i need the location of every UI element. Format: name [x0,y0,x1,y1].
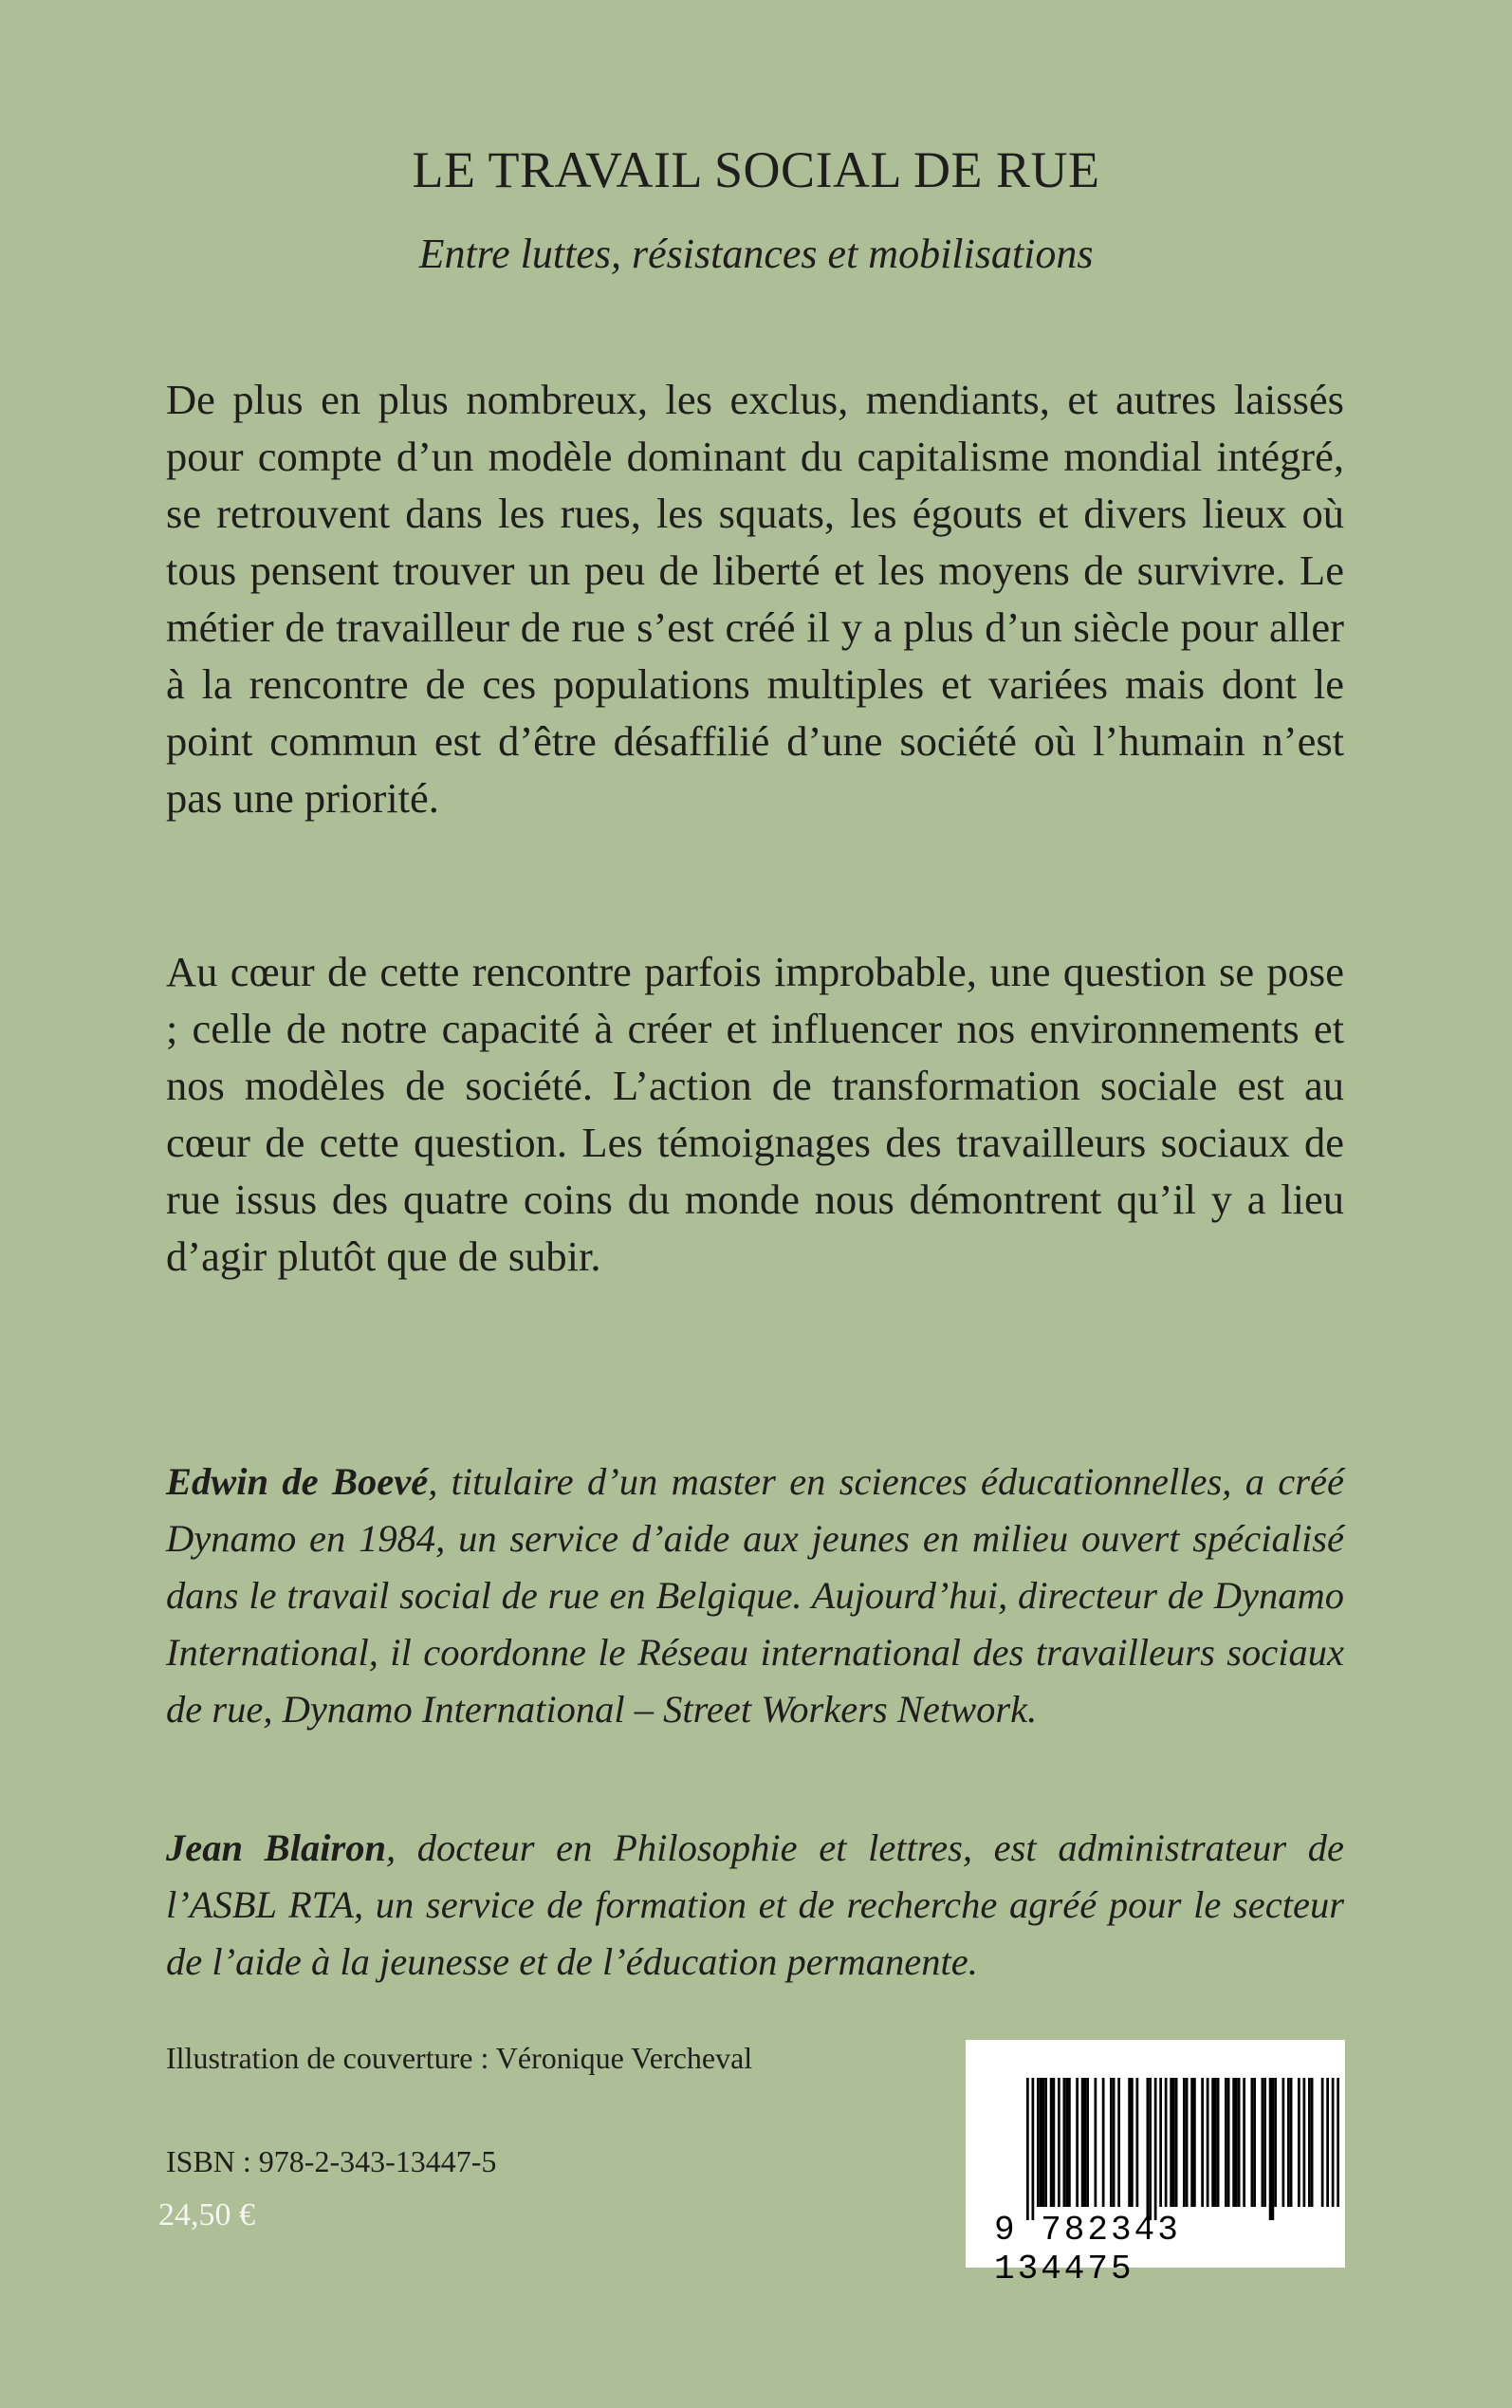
author-bio-text-2: , docteur en Philosophie et lettres, est administrateur de l’ASBL RTA, un service de formation et de recherche agréé pour le secteur de l’aide à la jeunesse et de l’éducation permanente. [166,1826,1344,1983]
barcode-bar [1308,2078,1311,2207]
barcode-bar [1269,2078,1272,2220]
author-name-2: Jean Blairon [166,1826,386,1869]
barcode-bar [1170,2078,1172,2207]
barcode-bar [1172,2078,1175,2207]
barcode-bar [1326,2078,1329,2207]
barcode-bar [1063,2078,1066,2207]
author-bio-1 [166,1454,1344,1738]
barcode-bar [1211,2078,1214,2207]
barcode-bar [1076,2078,1079,2207]
barcode-bar [1214,2078,1217,2207]
barcode-bar [1110,2078,1113,2207]
barcode-bar [1136,2078,1139,2207]
barcode-bar [1262,2078,1264,2207]
barcode-bar [1186,2078,1189,2207]
barcode-bar [1128,2078,1131,2207]
cover-illustration-credit: Illustration de couverture : Véronique Vercheval [166,2041,753,2075]
barcode-bar [1311,2078,1314,2207]
barcode-bar [1068,2078,1071,2207]
isbn: ISBN : 978-2-343-13447-5 [166,2144,497,2178]
barcode-bar [1303,2078,1306,2207]
barcode-bar [1084,2078,1087,2207]
summary-paragraph-1: De plus en plus nombreux, les exclus, mendiants, et autres laissés pour compte d’un modèle dominant du capitalisme mondial intégré, se retrouvent dans les rues, les squats, les égouts et divers lieux où tous pensent trouver un peu de liberté et les moyens de survivre. Le métier de travailleur de rue s’est créé il y a plus d’un siècle pour aller à la rencontre de ces populations multiples et variées mais dont le point commun est d’être désaffilié d’une société où l’humain n’est pas une priorité. [166,376,1344,822]
barcode-bar [1253,2078,1256,2207]
barcode-bar [1282,2078,1285,2207]
price: 24,50 € [158,2197,255,2232]
author-name-1: Edwin de Boevé [166,1460,429,1503]
barcode-bar [1274,2078,1277,2207]
author-bio-2 [166,1820,1344,1991]
barcode-bar [1065,2078,1068,2207]
barcode-bar [1251,2078,1254,2207]
barcode-bar [1337,2078,1339,2207]
barcode-bar [1190,2078,1193,2207]
barcode-bar [1081,2078,1084,2207]
barcode-bar [1238,2078,1241,2207]
barcode-bar [1086,2078,1089,2207]
barcode-bar [1243,2078,1245,2207]
barcode-bar [1044,2078,1047,2207]
barcode-bar [1175,2078,1178,2207]
summary-paragraph-2: Au cœur de cette rencontre parfois improbable, une question se pose ; celle de notre capacité à créer et influencer nos environnements et nos modèles de société. L’action de transformation sociale est au cœur de cette question. Les témoignages des travailleurs sociaux de rue issus des quatre coins du monde nous démontrent qu’il y a lieu d’agir plutôt que de subir. [166,948,1344,1280]
barcode-bar [1272,2078,1275,2220]
barcode-bar [1298,2078,1300,2207]
barcode-bar [1235,2078,1238,2207]
barcode-bar [1201,2078,1204,2207]
book-subtitle: Entre luttes, résistances et mobilisations [418,231,1094,277]
barcode-bar [1058,2078,1060,2207]
barcode-bar [1154,2078,1157,2220]
barcode-digits: 9 782343 134475 [994,2211,1181,2288]
barcode-bar [1287,2078,1290,2207]
barcode-bar [1026,2078,1029,2220]
book-title: LE TRAVAIL SOCIAL DE RUE [412,141,1100,198]
barcode-bar [1032,2078,1035,2220]
barcode-bar [1290,2078,1293,2207]
barcode-bar [1232,2078,1235,2207]
barcode-bar [1321,2078,1324,2207]
barcode-bar [1183,2078,1186,2207]
barcode-bar [1102,2078,1105,2207]
barcode-bar [1147,2078,1150,2220]
barcode-bar [1193,2078,1196,2207]
barcode-bar [1165,2078,1168,2207]
barcode-bar [1159,2078,1162,2207]
barcode-bar [1050,2078,1053,2207]
barcode-bar [1095,2078,1097,2207]
barcode-bar [1113,2078,1116,2207]
barcode-bar [1131,2078,1134,2207]
barcode-bar [1037,2078,1040,2207]
barcode-bar [1117,2078,1120,2207]
barcode-bar [1149,2078,1152,2220]
barcode-bar [1040,2078,1042,2207]
barcode-bar [1053,2078,1056,2207]
barcode-bar [1207,2078,1209,2207]
barcode-bar [1332,2078,1335,2207]
barcode-bar [1225,2078,1227,2207]
barcode-bar [1217,2078,1220,2207]
barcode-bar [1263,2078,1266,2207]
barcode-bar [1227,2078,1230,2207]
author-bio-text-1: , titulaire d’un master en sciences éducationnelles, a créé Dynamo en 1984, un service d’aide aux jeunes en milieu ouvert spécialisé dans le travail social de rue en Belgique. Aujourd’hui, directeur de Dynamo International, il coordonne le Réseau international des travailleurs sociaux de rue, Dynamo International – Street Workers Network. [166,1460,1344,1731]
barcode [966,2040,1345,2288]
barcode-bar [1042,2078,1045,2207]
